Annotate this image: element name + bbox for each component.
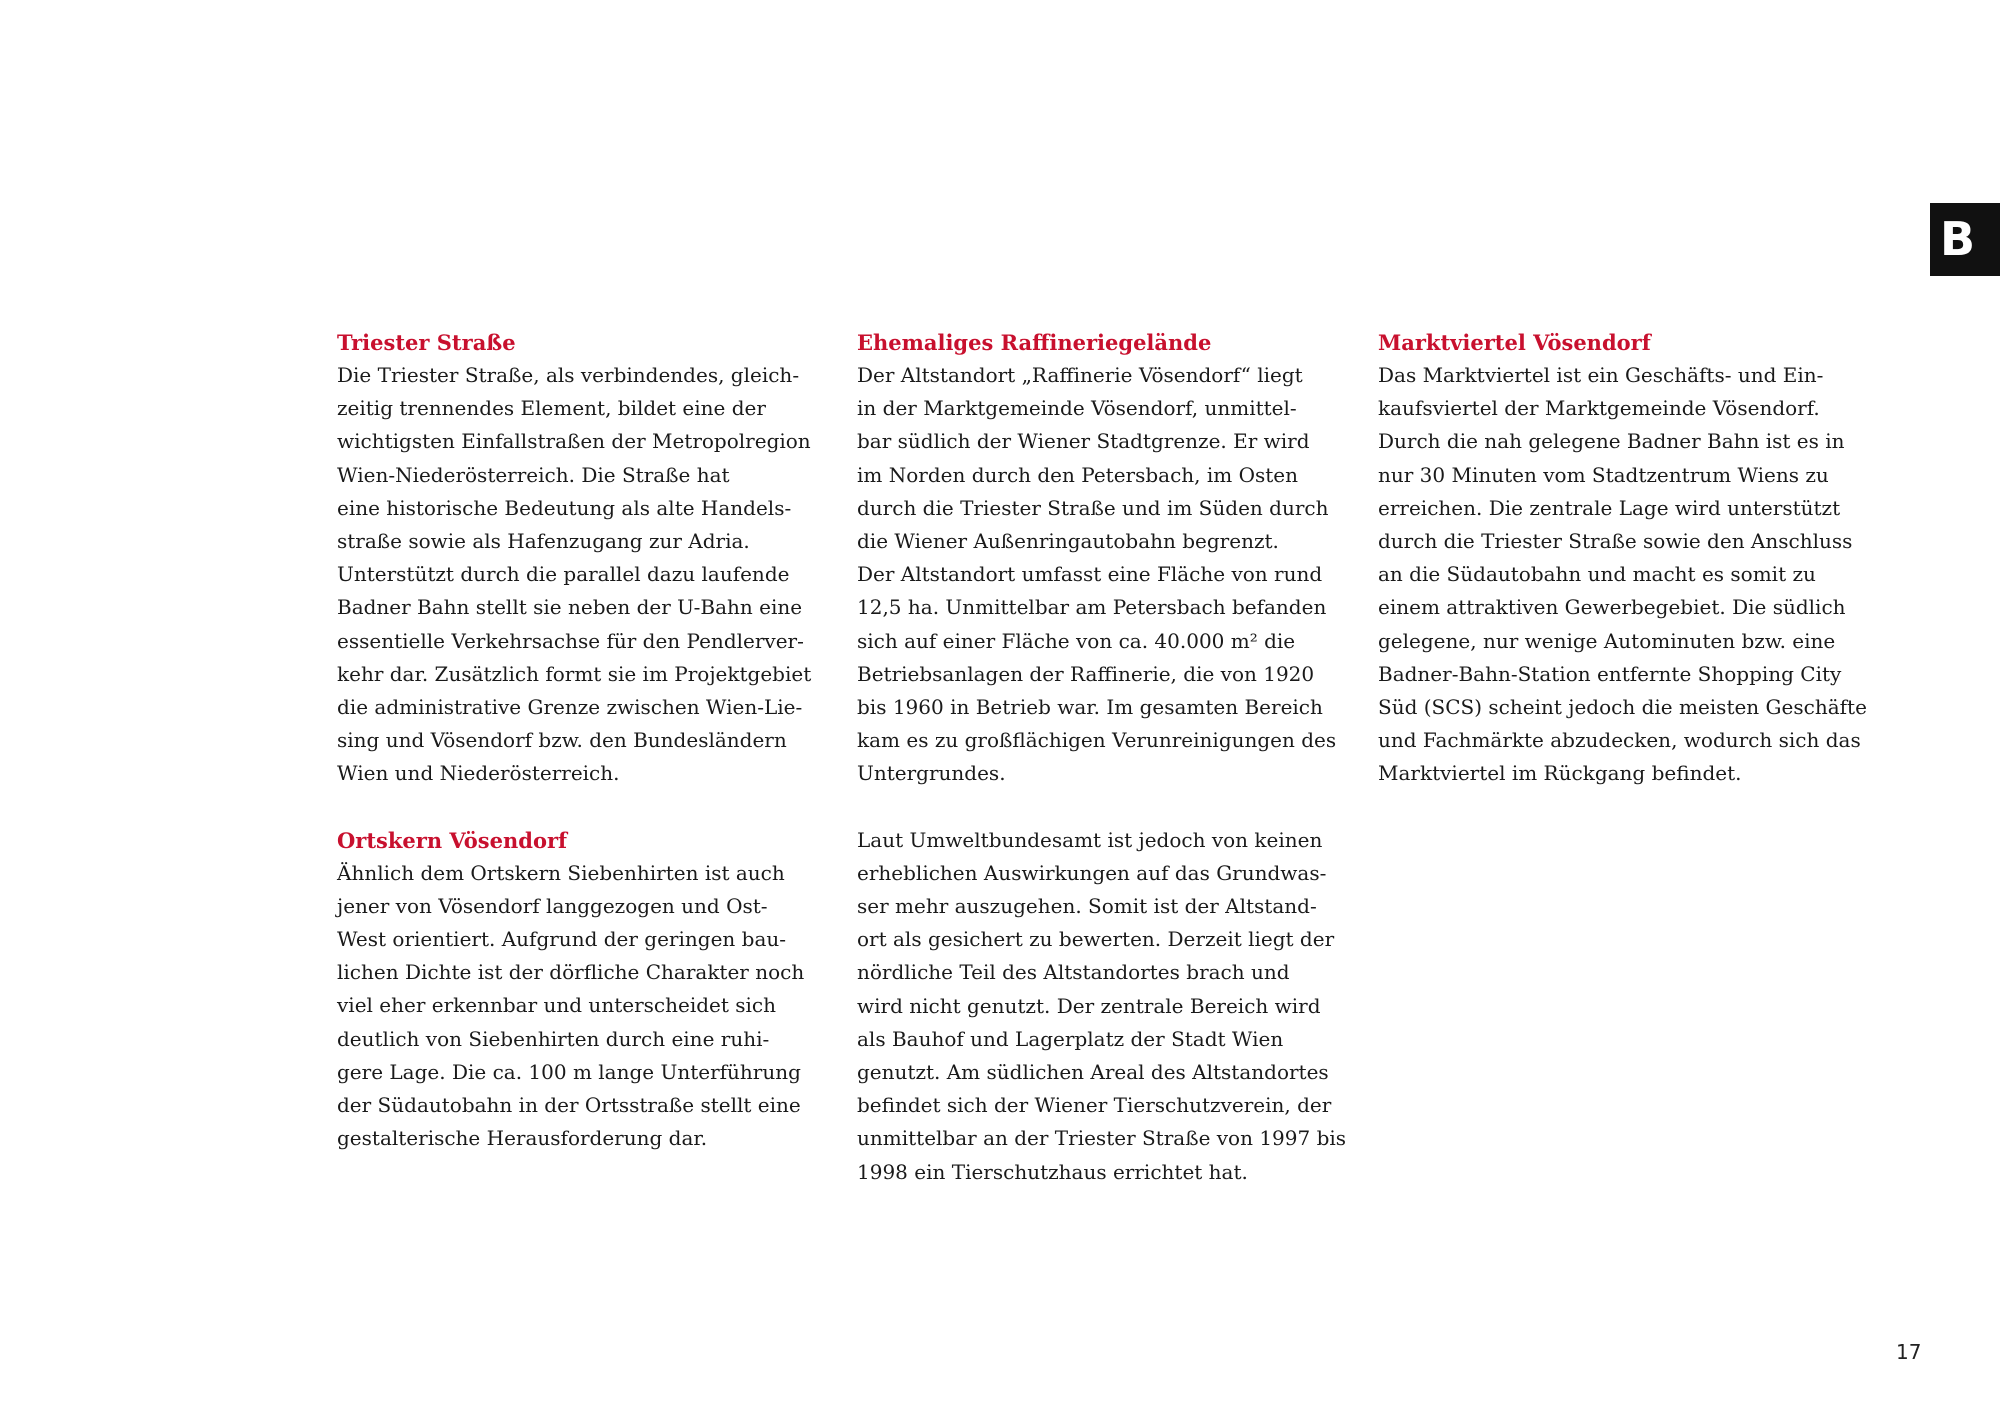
section-heading: Ortskern Vösendorf [337, 827, 568, 853]
section-ortskern-voesendorf [337, 824, 837, 1156]
section-marktviertel-voesendorf [1378, 326, 1878, 791]
section-heading: Marktviertel Vösendorf [1378, 330, 1651, 355]
section-body-continued: Laut Umweltbundesamt ist jedoch von keinen erheblichen Auswirkungen auf das Grundwas- ser mehr auszugehen. Somit ist der Altstand- ort als gesichert zu bewerten. Derzeit liegt der nördliche Teil des Altstandortes brach und wird nicht genutzt. Der zentrale Bereich wird als Bauhof und Lagerplatz der Stadt Wien genutzt. Am südlichen Areal des Altstandortes befindet sich der Wiener Tierschutzverein, der unmittelbar an der Triester Straße von 1997 bis 1998 ein Tierschutzhaus errichtet hat. [857, 827, 1347, 1184]
section-heading: Ehemaliges Raffineriegelände [857, 330, 1212, 355]
section-body: Der Altstandort „Raffinerie Vösendorf“ liegt in der Marktgemeinde Vösendorf, unmittel- bar südlich der Wiener Stadtgrenze. Er wird im Norden durch den Petersbach, im Osten durch die Triester Straße und im Süden durch die Wiener Außenringautobahn begrenzt. Der Altstandort umfasst eine Fläche von rund 12,5 ha. Unmittelbar am Petersbach befanden sich auf einer Fläche von ca. 40.000 m² die Betriebsanlagen der Raffinerie, die von 1920 bis 1960 in Betrieb war. Im gesamten Bereich kam es zu großflächigen Verunreinigungen des Untergrundes. [857, 363, 1337, 786]
section-body: Die Triester Straße, als verbindendes, gleich- zeitig trennendes Element, bildet eine der wichtigsten Einfallstraßen der Metropolregion Wien-Niederösterreich. Die Straße hat eine historische Bedeutung als alte Handels- straße sowie als Hafenzugang zur Adria. Unterstützt durch die parallel dazu laufende Badner Bahn stellt sie neben der U-Bahn eine essentielle Verkehrsachse für den Pendlerver- kehr dar. Zusätzlich formt sie im Projektgebiet die administrative Grenze zwischen Wien-Lie- sing und Vösendorf bzw. den Bundesländern Wien und Niederösterreich. [337, 363, 812, 786]
column-middle [857, 326, 1357, 1189]
page-number: 17 [1896, 1340, 1922, 1364]
chapter-tab: B [1930, 203, 2000, 276]
section-body: Ähnlich dem Ortskern Siebenhirten ist auch jener von Vösendorf langgezogen und Ost- West orientiert. Aufgrund der geringen bau- lichen Dichte ist der dörfliche Charakter noch viel eher erkennbar und unterscheidet sich deutlich von Siebenhirten durch eine ruhi- gere Lage. Die ca. 100 m lange Unterführung der Südautobahn in der Ortsstraße stellt eine gestalterische Herausforderung dar. [337, 860, 805, 1151]
section-body: Das Marktviertel ist ein Geschäfts- und Ein- kaufsviertel der Marktgemeinde Vösendorf. Durch die nah gelegene Badner Bahn ist es in nur 30 Minuten vom Stadtzentrum Wiens zu erreichen. Die zentrale Lage wird unterstützt durch die Triester Straße sowie den Anschluss an die Südautobahn und macht es somit zu einem attraktiven Gewerbegebiet. Die südlich gelegene, nur wenige Autominuten bzw. eine Badner-Bahn-Station entfernte Shopping City Süd (SCS) scheint jedoch die meisten Geschäfte und Fachmärkte abzudecken, wodurch sich das Marktviertel im Rückgang befindet. [1378, 363, 1867, 786]
column-right [1378, 326, 1878, 791]
section-raffineriegelaende [857, 326, 1357, 1189]
section-triester-strasse [337, 326, 837, 791]
column-left [337, 326, 837, 1155]
section-heading: Triester Straße [337, 330, 516, 355]
paragraph-spacer [857, 791, 1357, 824]
